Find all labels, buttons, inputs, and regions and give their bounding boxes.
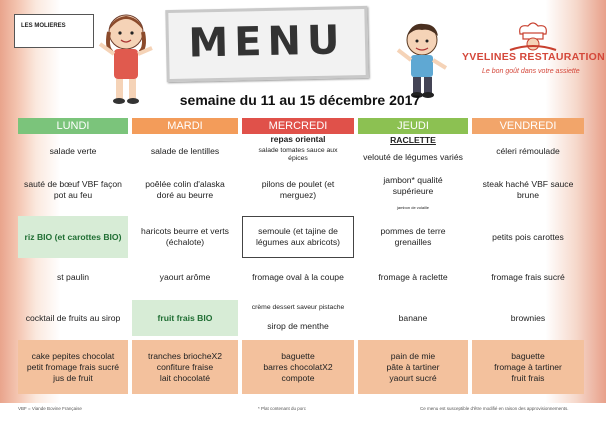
column-vendredi (472, 118, 584, 396)
main-lundi: sauté de bœuf VBF façon pot au feu (24, 179, 122, 200)
yvelines-restauration-logo (456, 20, 606, 90)
side-lundi: riz BIO (et carottes BIO) (18, 216, 128, 258)
school-name-box: LES MOLIERES (14, 14, 94, 48)
column-jeudi (358, 118, 468, 396)
column-lundi (18, 118, 128, 396)
dessert-lundi: cocktail de fruits au sirop (25, 312, 121, 323)
chef-icon (508, 20, 558, 52)
footer-middle-note: * Plat contenant du porc (258, 406, 307, 411)
starter-jeudi: velouté de légumes variés (363, 151, 463, 162)
week-heading: semaine du 11 au 15 décembre 2017 (179, 92, 421, 108)
cheese-vendredi: fromage frais sucré (491, 271, 565, 282)
main-vendredi: steak haché VBF sauce brune (482, 179, 574, 200)
dessert-note-mercredi: crème dessert saveur pistache (251, 304, 345, 311)
cheese-mercredi: fromage oval à la coupe (252, 271, 344, 282)
snack-vendredi: baguette fromage à tartiner fruit frais (472, 340, 584, 394)
snack-jeudi: pain de mie pâte à tartiner yaourt sucré (358, 340, 468, 394)
menu-title: MENU (187, 17, 346, 67)
day-header-vendredi: VENDREDI (472, 118, 584, 134)
cheese-jeudi: fromage à raclette (378, 271, 448, 282)
day-header-mercredi: MERCREDI (242, 118, 354, 134)
side-vendredi: petits pois carottes (492, 231, 564, 242)
main-note-jeudi: jambon de volaille (396, 204, 430, 210)
cheese-lundi: st paulin (56, 271, 89, 282)
logo-tagline: Le bon goût dans votre assiette (482, 68, 580, 75)
snack-mercredi: baguette barres chocolatX2 compote (242, 340, 354, 394)
column-mercredi (242, 118, 354, 396)
main-mardi: poêlée colin d'alaska doré au beurre (145, 179, 225, 200)
side-mardi: haricots beurre et verts (échalote) (141, 226, 229, 247)
day-header-mardi: MARDI (132, 118, 238, 134)
dessert-jeudi: banane (398, 312, 428, 323)
dessert-mardi: fruit frais BIO (132, 300, 238, 336)
cheese-mardi: yaourt arôme (159, 271, 211, 282)
day-header-lundi: LUNDI (18, 118, 128, 134)
theme-mercredi: repas oriental (270, 133, 326, 144)
main-jeudi: jambon* qualité supérieure (383, 175, 443, 196)
starter-mercredi: salade tomates sauce aux épices (258, 147, 338, 162)
logo-brand: YVELINES RESTAURATION (462, 51, 606, 63)
theme-jeudi: RACLETTE (390, 134, 436, 145)
dessert-mercredi: sirop de menthe (267, 320, 329, 331)
girl-illustration (96, 8, 156, 108)
menu-table (18, 118, 584, 396)
starter-lundi: salade verte (49, 145, 97, 156)
snack-lundi: cake pepites chocolat petit fromage frais sucré jus de fruit (18, 340, 128, 394)
day-header-jeudi: JEUDI (358, 118, 468, 134)
snack-mardi: tranches briocheX2 confiture fraise lait chocolaté (132, 340, 238, 394)
main-mercredi: pilons de poulet (et merguez) (261, 179, 335, 200)
footer-right-note: Ce menu est susceptible d'être modifié en raison des approvisionnements. (420, 406, 569, 411)
side-jeudi: pommes de terre grenailles (380, 226, 446, 247)
boy-illustration (392, 20, 454, 102)
menu-board (165, 6, 368, 82)
column-mardi (132, 118, 238, 396)
starter-vendredi: céleri rémoulade (496, 145, 560, 156)
side-mercredi: semoule (et tajine de légumes aux abricots) (242, 216, 354, 258)
starter-mardi: salade de lentilles (150, 145, 220, 156)
dessert-vendredi: brownies (510, 312, 546, 323)
footer-left-note: VBF = Viande Bovine Française (18, 406, 82, 411)
